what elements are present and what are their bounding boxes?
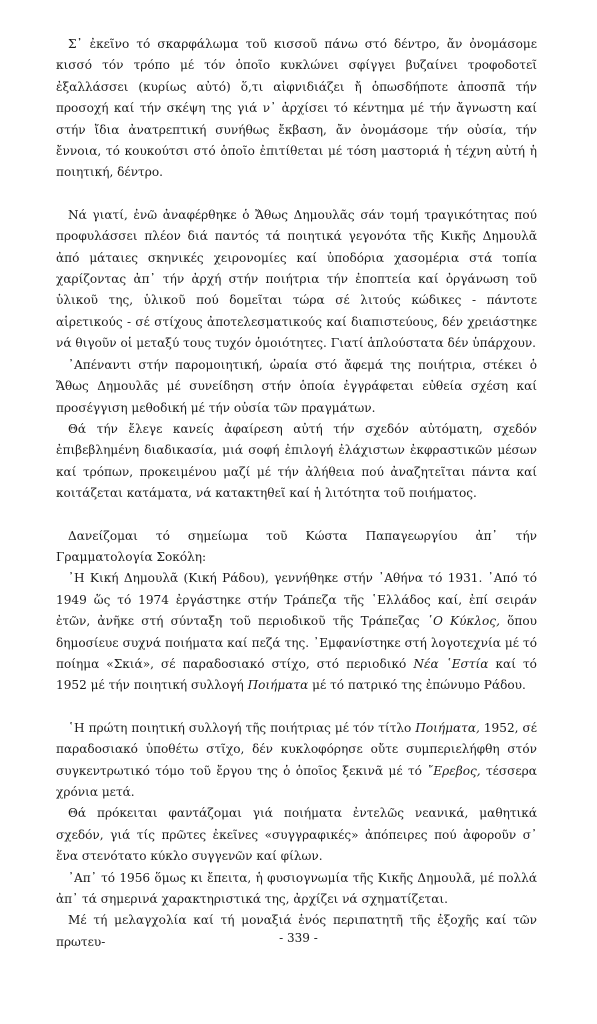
later-italic-poiimata: Ποιήματα, [415, 720, 480, 735]
paragraph-apenanti: ᾽Απέναντι στήν παρομοιητική, ὡραία στό ἄφεμά της ποιήτρια, στέκει ὁ Ἄθως Δημουλᾶς μέ συνείδηση στήν ὁποία ἐγγράφεται εὐθεία σχέση καί προσέγγιση μεθοδική μέ τήν οὐσία τῶν πραγμάτων. [56, 357, 537, 415]
paragraph-kissos: Σ᾽ ἐκεῖνο τό σκαρφάλωμα τοῦ κισσοῦ πάνω στό δέντρο, ἄν ὀνομάσομε κισσό τόν τρόπο μέ τόν ὁποῖο κυκλώνει σφίγγει βυζαίνει τροφοδοτεῖ ἐξαλλάσσει (κυρίως αὐτό) ὅ,τι αἰφνιδιάζει ἤ ὁπωσδήποτε ἀποσπᾶ τήν προσοχή καί τήν σκέψη της γιά ν᾽ ἀρχίσει τό κέντημα μέ τήν ἄγνωστη καί στήν ἴδια ἀνατρεπτική συνήθως ἔκβαση, ἄν ὀνομάσομε τήν οὐσία, τήν ἔννοια, τό κουκούτσι στό ὁποῖο ἐπιτίθεται μέ τόση μαστοριά ἡ τέχνη αὐτή ἡ ποιητική, δέντρο. [56, 37, 537, 180]
paragraph-neanika: Θά πρόκειται φαντάζομαι γιά ποιήματα ἐντελῶς νεανικά, μαθητικά σχεδόν, γιά τίς πρῶτες ἐκεῖνες «συγγραφικές» ἀπόπειρες πού ἀφοροῦν σ᾽ ἕνα στενότατο κύκλο συγγενῶν καί φίλων. [56, 806, 537, 864]
later-text-a1: ῾Η πρώτη ποιητική συλλογή τῆς ποιήτριας μέ τόν τίτλο [68, 720, 412, 735]
paragraph-daneizomai: Δανείζομαι τό σημείωμα τοῦ Κώστα Παπαγεωργίου ἀπ᾽ τήν Γραμματολογία Σοκόλη: [56, 528, 537, 564]
later-italic-erebos: ῎Ερεβος, [427, 763, 481, 778]
bio-italic-nea-estia: Νέα ῾Εστία [413, 656, 489, 671]
bio-text-4: μέ τό πατρικό της ἐπώνυμο Ράδου. [312, 678, 526, 693]
later-text-a3: τέσσερα χρόνια μετά. [56, 763, 537, 799]
bio-italic-poiimata: Ποιήματα [247, 678, 309, 693]
later-text-a2: 1952, σέ παραδοσιακό ὑποθέτω στῖχο, δέν κυκλοφόρησε οὔτε συμπεριελήφθη στόν συγκεντρωτικό τόμο τοῦ ἔργου της ὁ ὁποῖος ξεκινᾶ μέ τό [56, 720, 537, 778]
paragraph-first-collection [56, 718, 537, 804]
bio-text-2: ὅπου δημοσίευε συχνά ποιήματα καί πεζά της. ᾽Εμφανίστηκε στή λογοτεχνία μέ τό ποίημα «Σκιά», σέ παραδοσιακό στίχο, στό περιοδικό [56, 614, 537, 671]
paragraph-1956: ᾽Απ᾽ τό 1956 ὅμως κι ἔπειτα, ἡ φυσιογνωμία τῆς Κικῆς Δημουλᾶ, μέ πολλά ἀπ᾽ τά σημερινά χαρακτηριστικά της, ἀρχίζει νά σχηματίζεται. [56, 870, 537, 907]
page-number: - 339 - [279, 931, 318, 945]
paragraph-bio [56, 568, 537, 696]
paragraph-melagxolia: Μέ τή μελαγχολία καί τή μοναξιά ἑνός περιπατητῆ τῆς ἐξοχῆς καί τῶν πρωτευ- [56, 913, 537, 949]
bio-text-3: καί τό 1952 μέ τήν ποιητική συλλογή [56, 656, 537, 693]
bio-italic-kyklos: ῾Ο Κύκλος, [426, 614, 500, 629]
paragraph-afairesi: Θά τήν ἔλεγε κανείς ἀφαίρεση αὐτή τήν σχεδόν αὐτόματη, σχεδόν ἐπιβεβλημένη διαδικασία, μιά σοφή ἐπιλογή ἐλάχιστων ἐκφραστικῶν μέσων καί τρόπων, προκειμένου μαζί μέ τήν ἀλήθεια πού ἀναζητεῖται πάντα καί κοιτάζεται κατάματα, νά κατακτηθεῖ καί ἡ λιτότητα τοῦ ποιήματος. [56, 421, 537, 501]
bio-text-1: ᾽Η Κική Δημουλᾶ (Κική Ράδου), γεννήθηκε στήν ᾽Αθήνα τό 1931. ᾽Από τό 1949 ὥς τό 1974 ἐργάστηκε στήν Τράπεζα τῆς ῾Ελλάδος καί, ἐπί σειράν ἐτῶν, ἀνῆκε στή σύνταξη τοῦ περιοδικοῦ τῆς Τράπεζας [56, 571, 537, 629]
paragraph-athos-intro: Νά γιατί, ἐνῶ ἀναφέρθηκε ὁ Ἄθως Δημουλᾶς σάν τομή τραγικότητας πού προφυλάσσει πλέον διά παντός τά ποιητικά γεγονότα τῆς Κικῆς Δημουλᾶ ἀπό μάταιες σκηνικές χειρονομίες καί ὑποδόρια χασομέρια στά τοπία χαρίζοντας ἀπ᾽ τήν ἀρχή στήν ποιήτρια τήν ἐποπτεία καί ὀργάνωση τοῦ ὑλικοῦ της, ὑλικοῦ πού δομεῖται τώρα σέ λιτούς κώδικες - πάντοτε αἱρετικούς - σέ στίχους ἀποτελεσματικούς καί διαπιστεύους, δέν χρειάστηκε νά θιγοῦν οἱ μεταξύ τους τυχόν ὁμοιότητες. Γιατί ἁπλούστατα δέν ὑπάρχουν. [56, 207, 537, 351]
